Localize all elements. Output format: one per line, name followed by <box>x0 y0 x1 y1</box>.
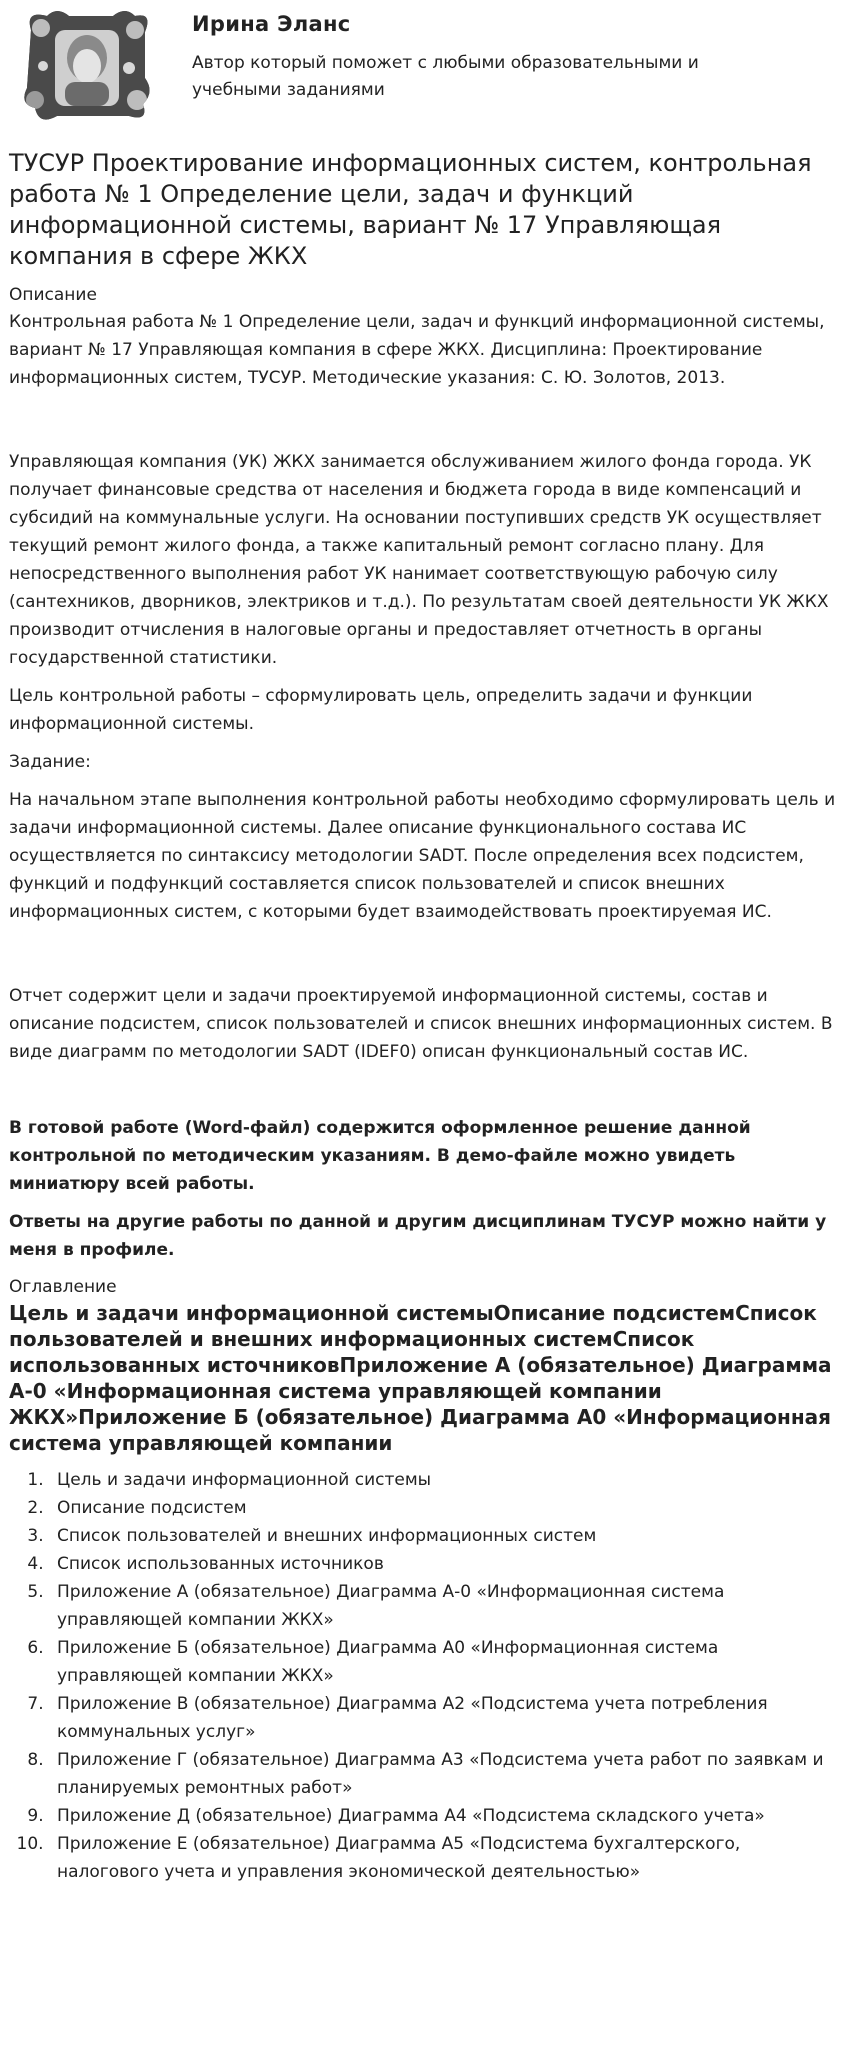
toc-item: 7. Приложение В (обязательное) Диаграмма А2 «Подсистема учета потребления коммунальных услуг» <box>49 1690 839 1746</box>
paragraph-uk: Управляющая компания (УК) ЖКХ занимается обслуживанием жилого фонда города. УК получает финансовые средства от населения и бюджета города в виде компенсаций и субсидий на коммунальные услуги. На основании поступивших средств УК осуществляет текущий ремонт жилого фонда, а также капитальный ремонт согласно плану. Для непосредственного выполнения работ УК нанимает соответствующую рабочую силу (сантехников, дворников, электриков и т.д.). По результатам своей деятельности УК ЖКХ производит отчисления в налоговые органы и предоставляет отчетность в органы государственной статистики. <box>9 452 829 668</box>
toc-item: 9. Приложение Д (обязательное) Диаграмма А4 «Подсистема складского учета» <box>49 1802 839 1830</box>
toc-heading: Цель и задачи информационной системыОписание подсистемСписок пользователей и внешних информационных системСписок использованных источниковПриложение А (обязательное) Диаграмма А-0 «Информационная система управляющей компании ЖКХ»Приложение Б (обязательное) Диаграмма А0 «Информационная система управляющей компании <box>9 1301 832 1455</box>
paragraph-report: Отчет содержит цели и задачи проектируемой информационной системы, состав и описание подсистем, список пользователей и список внешних информационных систем. В виде диаграмм по методологии SADT (IDEF0) описан функциональный состав ИС. <box>9 986 833 1062</box>
paragraph-task: На начальном этапе выполнения контрольной работы необходимо сформулировать цель и задачи информационной системы. Далее описание функционального состава ИС осуществляется по синтаксису методологии SADT. После определения всех подсистем, функций и подфункций составляется список пользователей и список внешних информационных систем, с которыми будет взаимодействовать проектируемая ИС. <box>9 790 836 922</box>
author-name[interactable]: Ирина Эланс <box>192 12 351 36</box>
toc-label: Оглавление <box>9 1277 117 1297</box>
answers-note: Ответы на другие работы по данной и другим дисциплинам ТУСУР можно найти у меня в профиле. <box>9 1212 827 1260</box>
toc-item: 6. Приложение Б (обязательное) Диаграмма А0 «Информационная система управляющей компании ЖКХ» <box>49 1634 839 1690</box>
toc-item: 1. Цель и задачи информационной системы <box>49 1466 839 1494</box>
author-description: Автор который поможет с любыми образовательными и учебными заданиями <box>192 53 699 100</box>
ready-work-note: В готовой работе (Word-файл) содержится оформленное решение данной контрольной по методическим указаниям. В демо-файле можно увидеть миниатюру всей работы. <box>9 1118 751 1194</box>
toc-item: 8. Приложение Г (обязательное) Диаграмма А3 «Подсистема учета работ по заявкам и планируемых ремонтных работ» <box>49 1746 839 1802</box>
toc-item: 5. Приложение А (обязательное) Диаграмма А-0 «Информационная система управляющей компании ЖКХ» <box>49 1578 839 1634</box>
work-title: ТУСУР Проектирование информационных систем, контрольная работа № 1 Определение цели, задач и функций информационной системы, вариант № 17 Управляющая компания в сфере ЖКХ <box>9 149 812 270</box>
toc-item: 10. Приложение Е (обязательное) Диаграмма А5 «Подсистема бухгалтерского, налогового учета и управления экономической деятельностью» <box>49 1830 839 1886</box>
toc-item: 4. Список использованных источников <box>49 1550 839 1578</box>
description-label: Описание <box>9 285 97 305</box>
toc-item: 3. Список пользователей и внешних информационных систем <box>49 1522 839 1550</box>
toc-item: 2. Описание подсистем <box>49 1494 839 1522</box>
task-label: Задание: <box>9 752 91 772</box>
toc-list <box>9 1466 839 1886</box>
author-card <box>9 0 838 122</box>
description-text: Контрольная работа № 1 Определение цели, задач и функций информационной системы, вариант № 17 Управляющая компания в сфере ЖКХ. Дисциплина: Проектирование информационных систем, ТУСУР. Методические указания: С. Ю. Золотов, 2013. <box>9 312 825 388</box>
author-avatar[interactable] <box>17 8 155 124</box>
paragraph-goal: Цель контрольной работы – сформулировать цель, определить задачи и функции информационной системы. <box>9 686 753 734</box>
